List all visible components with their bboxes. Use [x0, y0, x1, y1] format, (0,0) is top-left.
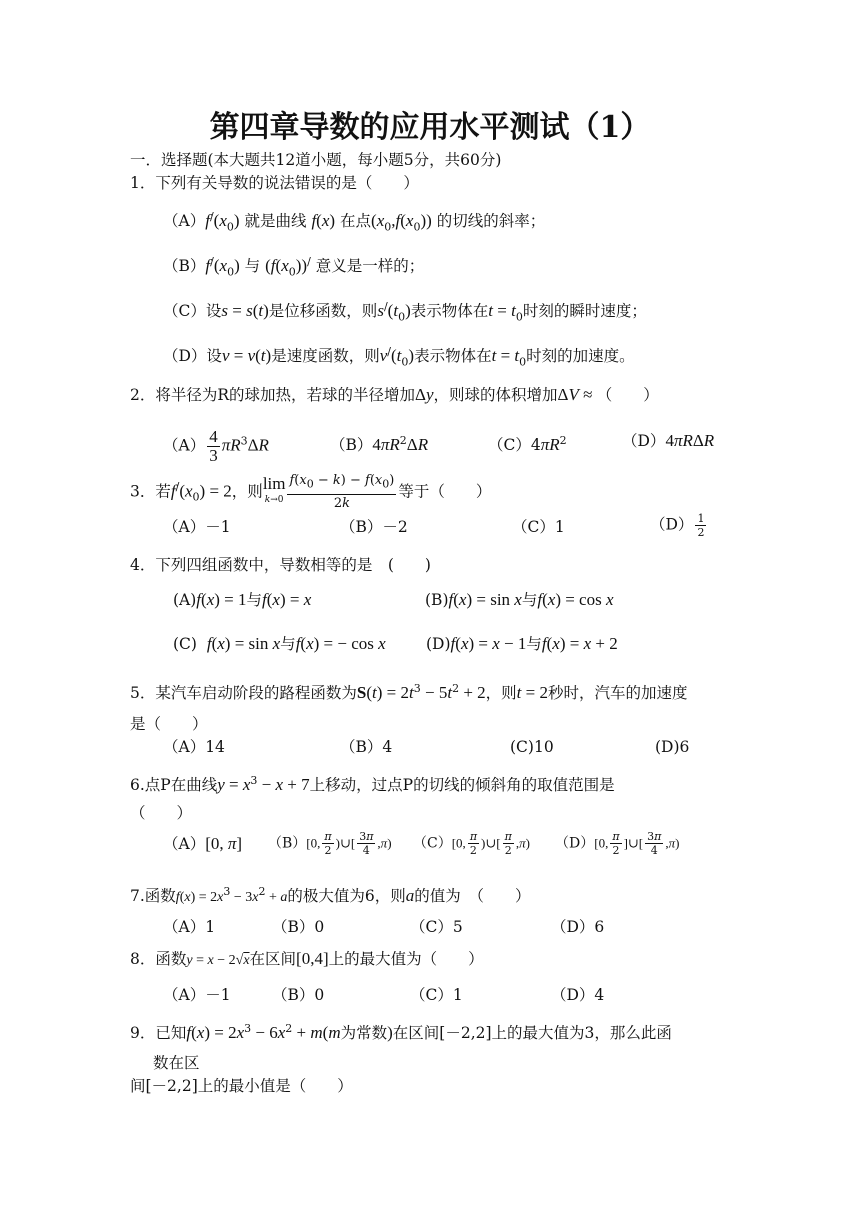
question-3-stem: 3．若$f^/(x_0) = 2$，则lim k→0 $\frac{f(x_0 - k) - f(x_0)}{2k}$ 等于（ ）	[130, 473, 492, 511]
question-2-stem: 2．将半径为R的球加热，若球的半径增加Δy，则球的体积增加ΔV ≈ （ ）	[130, 385, 659, 404]
question-5-option-d: (D)6	[655, 738, 690, 756]
question-1-option-c: （C）设s = s(t)是位移函数，则$s^/(t_0)$表示物体在$t = t_0$时刻的瞬时速度；	[163, 300, 647, 324]
question-7-stem: 7.函数$f(x) = 2x^3 - 3x^2 + a$的极大值为6，则a的值为 （ ）	[130, 885, 531, 906]
question-9-stem-cont: 数在区	[153, 1054, 200, 1072]
question-4-option-b: (B)f(x) = sin x与f(x) = cos x	[425, 590, 614, 609]
question-3-option-c: （C）1	[512, 518, 565, 536]
question-2-option-b: $(B)4\pi R^2\Delta R$	[330, 434, 429, 455]
question-6-stem-cont: （ ）	[130, 804, 193, 822]
question-6-stem: 6.点P在曲线$y = x^3 - x + 7$上移动，过点P的切线的倾斜角的取值范围是	[130, 774, 615, 795]
question-3-option-a: （A）－1	[163, 518, 231, 536]
page-title: 第四章导数的应用水平测试（1）	[209, 110, 651, 145]
question-5-stem-cont: 是（ ）	[130, 715, 208, 733]
question-3-option-b: （B）－2	[340, 518, 408, 536]
question-2-option-d: （D）4πRΔR	[622, 431, 715, 450]
question-1-option-b: $(B)f^/(x_0)$ 与 $(f(x_0))^/$ 意义是一样的；	[163, 255, 425, 279]
question-8-option-a: （A）－1	[163, 986, 231, 1004]
question-4-stem: 4．下列四组函数中，导数相等的是 ( )	[130, 556, 431, 574]
question-5-option-c: (C)10	[510, 738, 554, 756]
question-4-option-a: (A)f(x) = 1与f(x) = x	[173, 590, 312, 609]
question-2-option-c: $(C)4\pi R^2$	[488, 434, 567, 455]
question-1-stem: 1．下列有关导数的说法错误的是（ ）	[130, 174, 419, 192]
question-9-stem: 9．已知$f(x) = 2x^3 - 6x^2 + m(m$为常数)在区间[－2,2]上的最大值为3，那么此函	[130, 1022, 672, 1043]
question-4-option-d: (D)f(x) = x − 1与f(x) = x + 2	[426, 634, 618, 653]
question-8-stem: 8．函数y = x − 2√x在区间[0,4]上的最大值为（ ）	[130, 949, 484, 968]
question-9-stem-cont-2: 间[－2,2]上的最小值是（ ）	[130, 1077, 353, 1095]
question-5-stem: 5．某汽车启动阶段的路程函数为$S(t) = 2t^3 - 5t^2 + 2$，则t = 2秒时，汽车的加速度	[130, 682, 688, 703]
question-8-option-d: （D）4	[551, 986, 605, 1004]
section-heading: 一．选择题(本大题共12道小题，每小题5分，共60分)	[130, 151, 502, 169]
question-4-option-c: (C) f(x) = sin x与f(x) = − cos x	[173, 634, 386, 653]
question-7-option-d: （D）6	[551, 918, 605, 936]
question-3-option-d: （D） $\frac{1}{2}$	[650, 512, 705, 539]
question-6-option-a: （A）[0, π]	[163, 834, 243, 853]
question-7-option-b: （B）0	[272, 918, 325, 936]
question-6-option-c: （C）[0, $\frac{\pi}{2}$ )∪[ $\frac{\pi}{2}$ ,π)	[413, 830, 530, 857]
question-7-option-a: （A）1	[163, 918, 216, 936]
question-6-option-d: （D）[0, $\frac{\pi}{2}$ ]∪[ $\frac{3\pi}{4}$ ,π)	[555, 830, 680, 857]
question-5-option-b: （B）4	[340, 738, 393, 756]
question-8-option-c: （C）1	[410, 986, 463, 1004]
question-8-option-b: （B）0	[272, 986, 325, 1004]
question-1-option-a: $(A)f^/(x_0)$ 就是曲线 f(x) 在点$(x_0,f(x_0))$ 的切线的斜率；	[163, 210, 546, 234]
question-2-option-a: （A） $\frac{4}{3}$ $\pi R^3\Delta R$	[163, 427, 269, 465]
question-7-option-c: （C）5	[410, 918, 463, 936]
question-1-option-d: （D）设v = v(t)是速度函数，则$v^/(t_0)$表示物体在$t = t_0$时刻的加速度。	[163, 345, 635, 369]
question-6-option-b: （B）[0, $\frac{\pi}{2}$ )∪[ $\frac{3\pi}{4}$ ,π)	[268, 830, 392, 857]
question-5-option-a: （A）14	[163, 738, 225, 756]
